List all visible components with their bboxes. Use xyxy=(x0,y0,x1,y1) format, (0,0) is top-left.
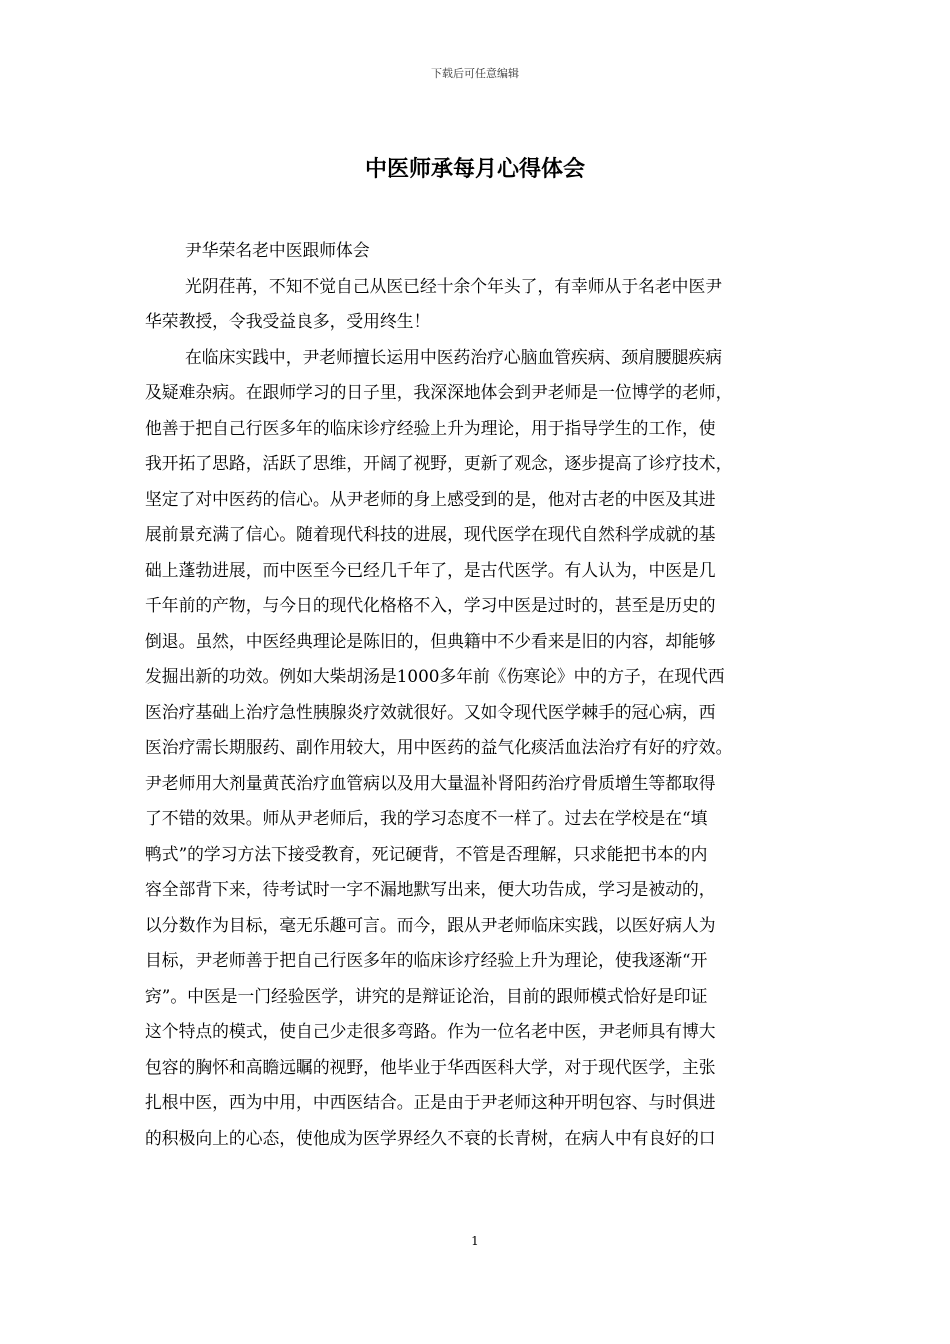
paragraph-line: 扎根中医，西为中用，中西医结合。正是由于尹老师这种开明包容、与时俱进 xyxy=(145,1092,716,1112)
paragraph-line: 发掘出新的功效。例如大柴胡汤是1000多年前《伤寒论》中的方子，在现代西 xyxy=(145,666,725,686)
paragraph-line: 及疑难杂病。在跟师学习的日子里，我深深地体会到尹老师是一位博学的老师， xyxy=(145,382,733,402)
paragraph-line: 千年前的产物，与今日的现代化格格不入，学习中医是过时的，甚至是历史的 xyxy=(145,595,716,615)
page-number: 1 xyxy=(471,1234,479,1248)
paragraph-line: 光阴荏苒，不知不觉自己从医已经十余个年头了，有幸师从于名老中医尹 xyxy=(185,275,723,296)
paragraph-line: 以分数作为目标，毫无乐趣可言。而今，跟从尹老师临床实践，以医好病人为 xyxy=(145,914,716,935)
paragraph-line: 的积极向上的心态，使他成为医学界经久不衰的长青树，在病人中有良好的口 xyxy=(145,1127,716,1148)
subtitle-line: 尹华荣名老中医跟师体会 xyxy=(185,240,370,260)
paragraph-line: 础上蓬勃进展，而中医至今已经几千年了，是古代医学。有人认为，中医是几 xyxy=(145,559,716,580)
paragraph-line: 目标，尹老师善于把自己行医多年的临床诊疗经验上升为理论，使我逐渐“开 xyxy=(145,950,708,970)
paragraph-line: 包容的胸怀和高瞻远瞩的视野，他毕业于华西医科大学，对于现代医学，主张 xyxy=(145,1056,716,1077)
paragraph-line: 了不错的效果。师从尹老师后，我的学习态度不一样了。过去在学校是在“填 xyxy=(145,808,708,828)
header-note: 下载后可任意编辑 xyxy=(431,67,519,80)
paragraph-line: 倒退。虽然，中医经典理论是陈旧的，但典籍中不少看来是旧的内容，却能够 xyxy=(145,630,716,651)
paragraph-line: 容全部背下来，待考试时一字不漏地默写出来，便大功告成，学习是被动的， xyxy=(145,879,716,899)
paragraph-line: 医治疗需长期服药、副作用较大，用中医药的益气化痰活血法治疗有好的疗效。 xyxy=(145,737,733,757)
paragraph-line: 医治疗基础上治疗急性胰腺炎疗效就很好。又如令现代医学棘手的冠心病，西 xyxy=(145,701,716,722)
paragraph-line: 展前景充满了信心。随着现代科技的进展，现代医学在现代自然科学成就的基 xyxy=(145,524,716,544)
paragraph-line: 我开拓了思路，活跃了思维，开阔了视野，更新了观念，逐步提高了诊疗技术， xyxy=(145,453,733,473)
paragraph-line: 坚定了对中医药的信心。从尹老师的身上感受到的是，他对古老的中医及其进 xyxy=(145,488,716,509)
paragraph-line: 在临床实践中，尹老师擅长运用中医药治疗心脑血管疾病、颈肩腰腿疾病 xyxy=(185,346,723,367)
paragraph-line: 这个特点的模式，使自己少走很多弯路。作为一位名老中医，尹老师具有博大 xyxy=(145,1021,716,1041)
paragraph-line: 窍”。中医是一门经验医学，讲究的是辩证论治，目前的跟师模式恰好是印证 xyxy=(145,985,708,1006)
document-title: 中医师承每月心得体会 xyxy=(364,156,585,182)
paragraph-line: 鸭式”的学习方法下接受教育，死记硬背，不管是否理解，只求能把书本的内 xyxy=(145,843,708,864)
document-body xyxy=(145,233,805,1156)
paragraph-line: 华荣教授，令我受益良多，受用终生！ xyxy=(145,311,431,331)
paragraph-line: 尹老师用大剂量黄芪治疗血管病以及用大量温补肾阳药治疗骨质增生等都取得 xyxy=(145,772,716,793)
paragraph-line: 他善于把自己行医多年的临床诊疗经验上升为理论，用于指导学生的工作，使 xyxy=(145,417,716,438)
